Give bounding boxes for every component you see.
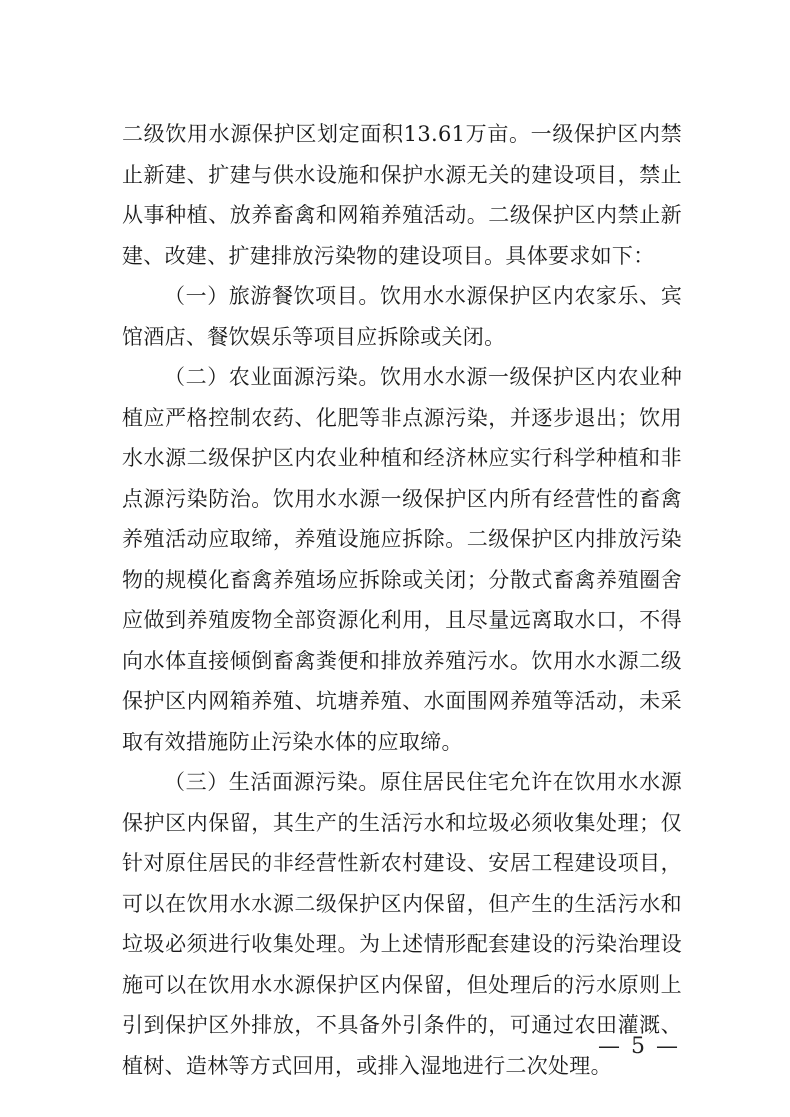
page-number: — 5 — bbox=[598, 1034, 680, 1059]
paragraph-domestic-pollution: （三）生活面源污染。原住居民住宅允许在饮用水水源保护区内保留，其生产的生活污水和垃圾必须收集处理；仅针对原住居民的非经营性新农村建设、安居工程建设项目，可以在饮用水水源二级保护区内保留，但产生的生活污水和垃圾必须进行收集处理。为上述情形配套建设的污染治理设施可以在饮用水水源保护区内保留，但处理后的污水原则上引到保护区外排放，不具备外引条件的，可通过农田灌溉、植树、造林等方式回用，或排入湿地进行二次处理。 bbox=[122, 770, 682, 1078]
paragraph-agricultural-pollution: （二）农业面源污染。饮用水水源一级保护区内农业种植应严格控制农药、化肥等非点源污染，并逐步退出；饮用水水源二级保护区内农业种植和经济林应实行科学种植和非点源污染防治。饮用水水源一级保护区内所有经营性的畜禽养殖活动应取缔，养殖设施应拆除。二级保护区内排放污染物的规模化畜禽养殖场应拆除或关闭；分散式畜禽养殖圈舍应做到养殖废物全部资源化利用，且尽量远离取水口，不得向水体直接倾倒畜禽粪便和排放养殖污水。饮用水水源二级保护区内网箱养殖、坑塘养殖、水面围网养殖等活动，未采取有效措施防止污染水体的应取缔。 bbox=[122, 365, 682, 754]
paragraph-protection-area: 二级饮用水源保护区划定面积13.61万亩。一级保护区内禁止新建、扩建与供水设施和保护水源无关的建设项目，禁止从事种植、放养畜禽和网箱养殖活动。二级保护区内禁止新建、改建、扩建排放污染物的建设项目。具体要求如下： bbox=[122, 122, 682, 268]
paragraph-tourism-catering: （一）旅游餐饮项目。饮用水水源保护区内农家乐、宾馆酒店、餐饮娱乐等项目应拆除或关闭。 bbox=[122, 284, 682, 349]
document-body bbox=[122, 114, 682, 1086]
